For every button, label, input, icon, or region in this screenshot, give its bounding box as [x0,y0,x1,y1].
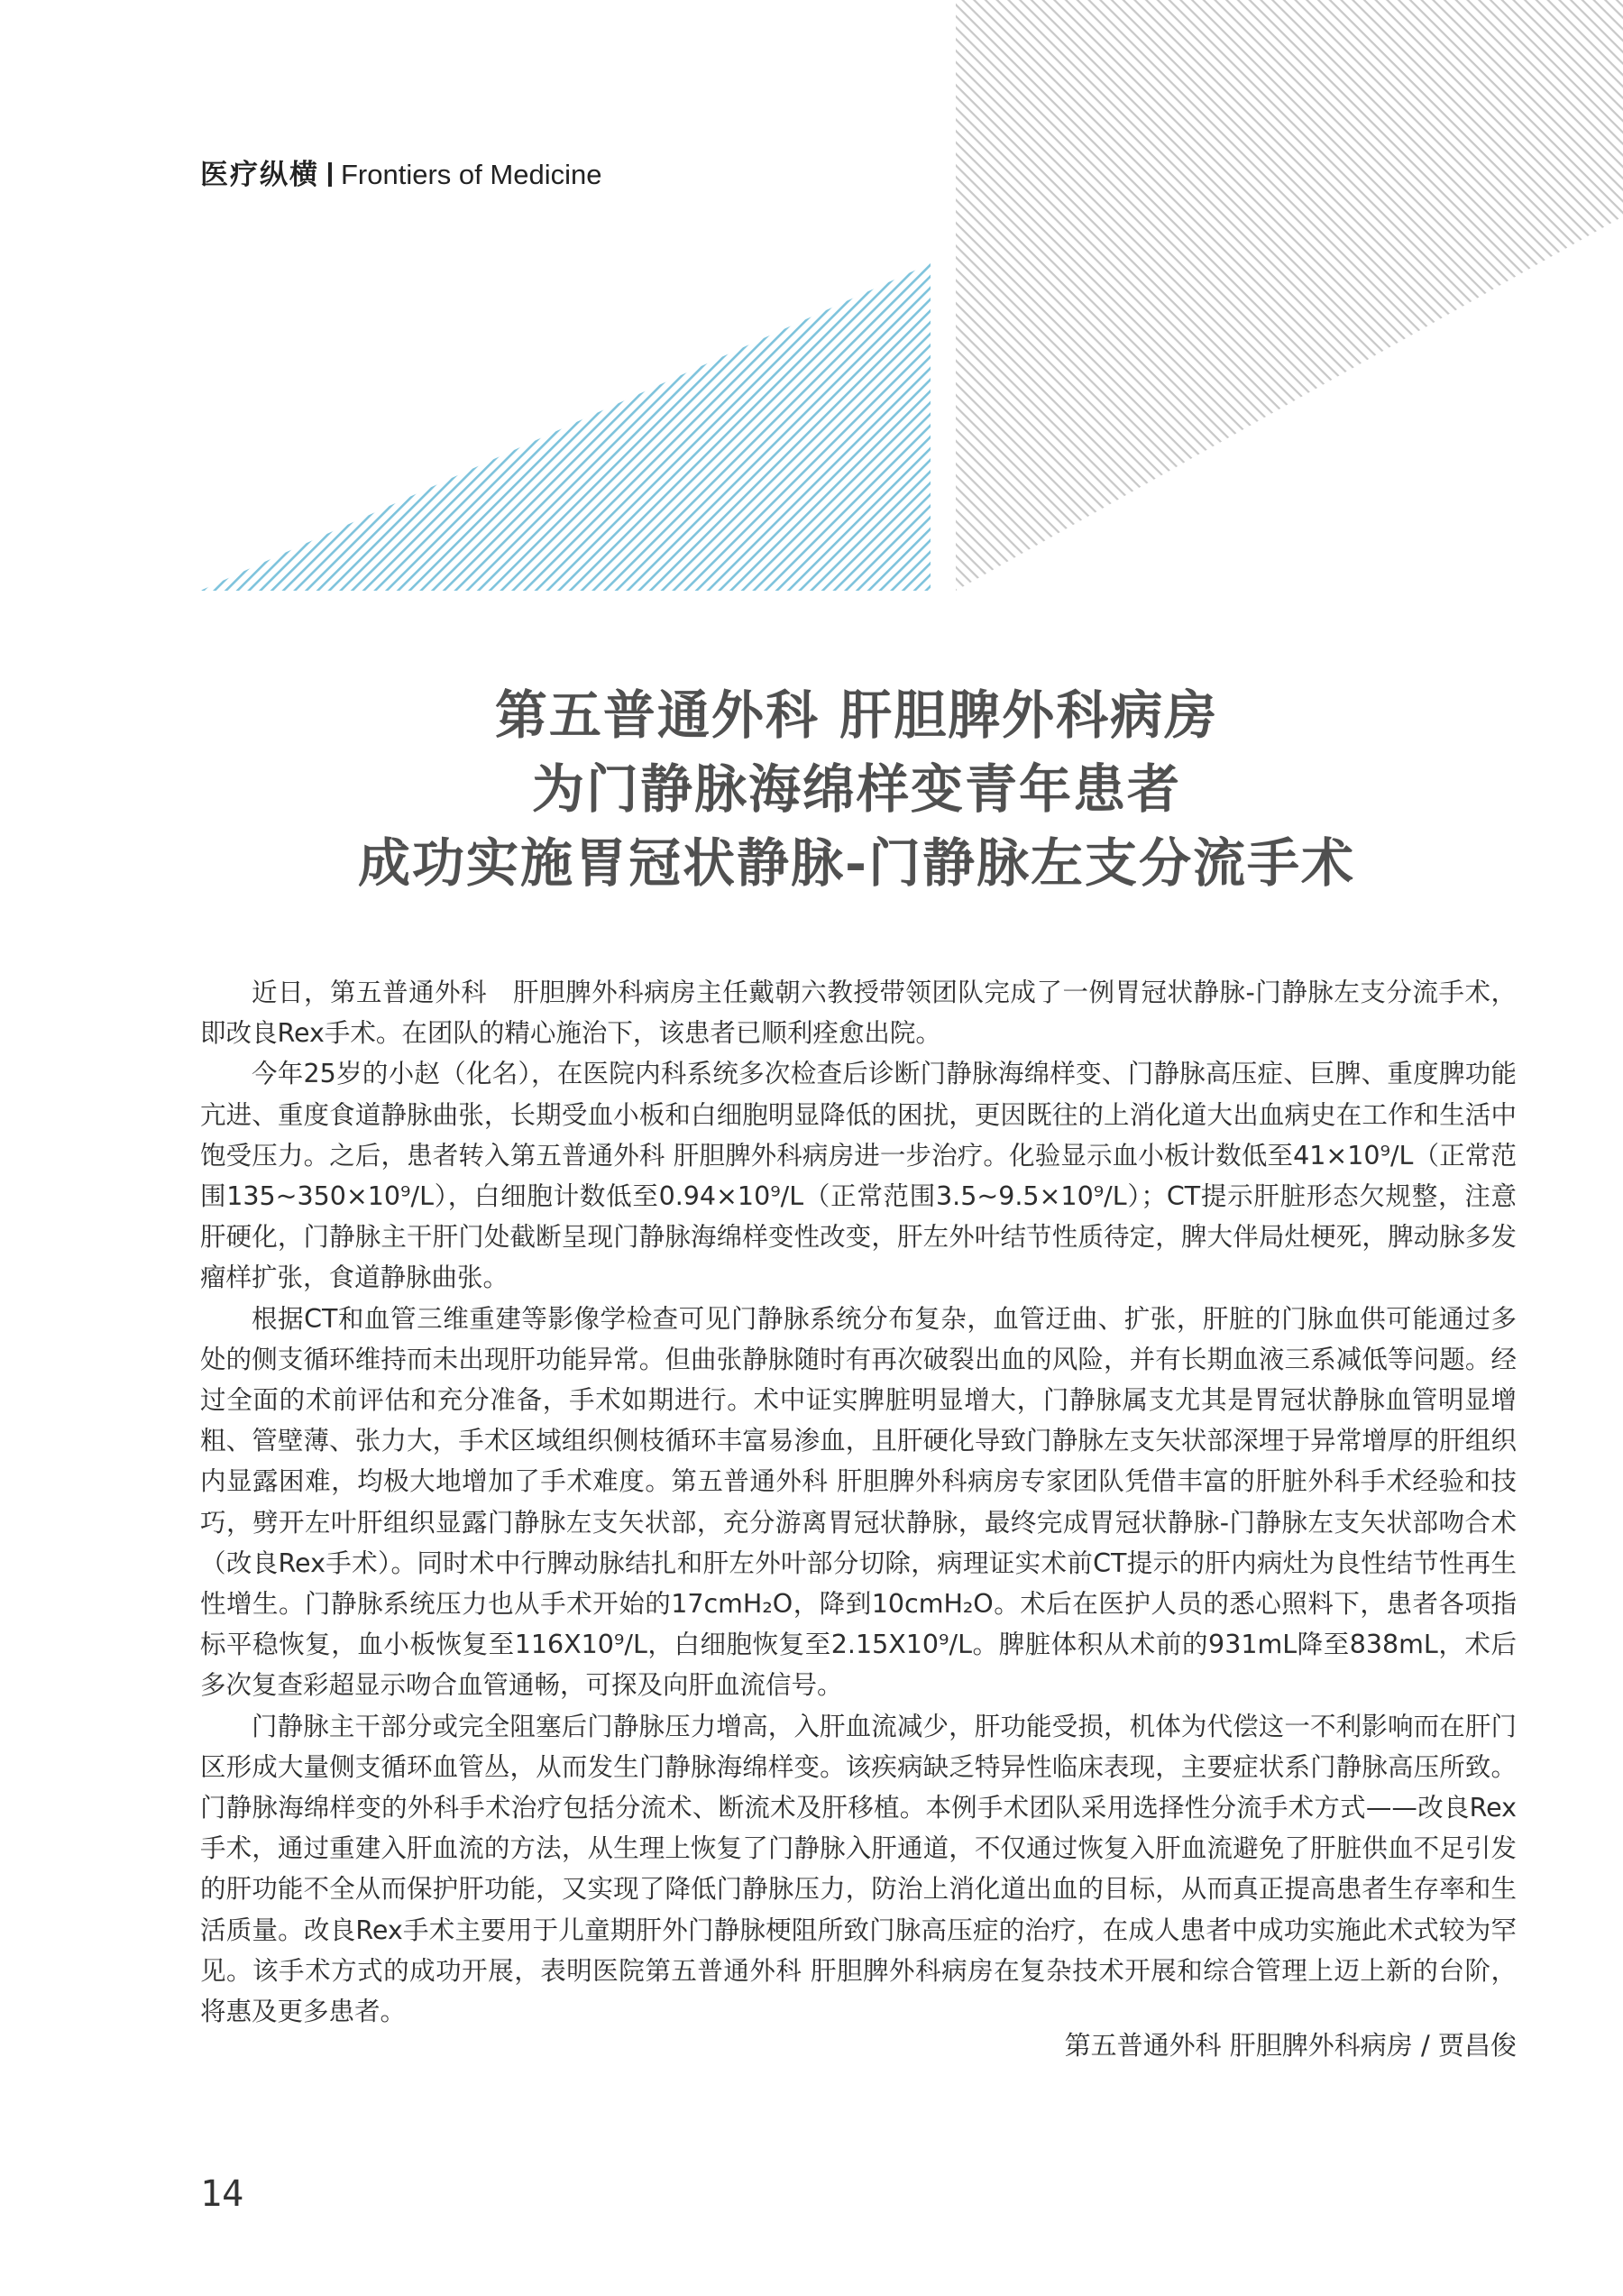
gray-striped-panel [956,0,1623,591]
body-paragraph: 根据CT和血管三维重建等影像学检查可见门静脉系统分布复杂，血管迂曲、扩张，肝脏的门脉血供可能通过多处的侧支循环维持而未出现肝功能异常。但曲张静脉随时有再次破裂出血的风险，并有长期血液三系减低等问题。经过全面的术前评估和充分准备，手术如期进行。术中证实脾脏明显增大，门静脉属支尤其是胃冠状静脉血管明显增粗、管壁薄、张力大，手术区域组织侧枝循环丰富易渗血，且肝硬化导致门静脉左支矢状部深埋于异常增厚的肝组织内显露困难，均极大地增加了手术难度。第五普通外科 肝胆脾外科病房专家团队凭借丰富的肝脏外科手术经验和技巧，劈开左叶肝组织显露门静脉左支矢状部，充分游离胃冠状静脉，最终完成胃冠状静脉-门静脉左支矢状部吻合术（改良Rex手术）。同时术中行脾动脉结扎和肝左外叶部分切除，病理证实术前CT提示的肝内病灶为良性结节性再生性增生。门静脉系统压力也从手术开始的17cmH₂O，降到10cmH₂O。术后在医护人员的悉心照料下，患者各项指标平稳恢复，血小板恢复至116X10⁹/L，白细胞恢复至2.15X10⁹/L。脾脏体积从术前的931mL降至838mL，术后多次复查彩超显示吻合血管通畅，可探及向肝血流信号。 [200,1303,1517,1701]
title-line: 成功实施胃冠状静脉-门静脉左支分流手术 [357,832,1356,894]
title-line: 为门静脉海绵样变青年患者 [531,758,1181,820]
article-body [200,972,1517,2032]
section-divider [328,162,332,187]
section-name-english: Frontiers of Medicine [341,159,602,190]
body-paragraph: 今年25岁的小赵（化名），在医院内科系统多次检查后诊断门静脉海绵样变、门静脉高压症、巨脾、重度脾功能亢进、重度食道静脉曲张，长期受血小板和白细胞明显降低的困扰，更因既往的上消化道大出血病史在工作和生活中饱受压力。之后，患者转入第五普通外科 肝胆脾外科病房进一步治疗。化验显示血小板计数低至41×10⁹/L（正常范围135~350×10⁹/L），白细胞计数低至0.94×10⁹/L（正常范围3.5~9.5×10⁹/L）；CT提示肝脏形态欠规整，注意肝硬化，门静脉主干肝门处截断呈现门静脉海绵样变性改变，肝左外叶结节性质待定，脾大伴局灶梗死，脾动脉多发瘤样扩张，食道静脉曲张。 [200,1059,1517,1293]
header-decoration [0,0,1623,595]
title-line: 第五普通外科 肝胆脾外科病房 [494,684,1219,746]
page-number: 14 [200,2173,244,2215]
section-label [200,152,601,192]
body-paragraph: 近日，第五普通外科 肝胆脾外科病房主任戴朝六教授带领团队完成了一例胃冠状静脉-门静脉左支分流手术，即改良Rex手术。在团队的精心施治下，该患者已顺利痊愈出院。 [200,978,1517,1049]
article-title [135,678,1578,900]
body-paragraph: 门静脉主干部分或完全阻塞后门静脉压力增高，入肝血流减少，肝功能受损，机体为代偿这一不利影响而在肝门区形成大量侧支循环血管丛，从而发生门静脉海绵样变。该疾病缺乏特异性临床表现，主要症状系门静脉高压所致。门静脉海绵样变的外科手术治疗包括分流术、断流术及肝移植。本例手术团队采用选择性分流手术方式——改良Rex手术，通过重建入肝血流的方法，从生理上恢复了门静脉入肝通道，不仅通过恢复入肝血流避免了肝脏供血不足引发的肝功能不全从而保护肝功能，又实现了降低门静脉压力，防治上消化道出血的目标，从而真正提高患者生存率和生活质量。改良Rex手术主要用于儿童期肝外门静脉梗阻所致门脉高压症的治疗，在成人患者中成功实施此术式较为罕见。该手术方式的成功开展，表明医院第五普通外科 肝胆脾外科病房在复杂技术开展和综合管理上迈上新的台阶，将惠及更多患者。 [200,1711,1517,2027]
author-byline: 第五普通外科 肝胆脾外科病房 / 贾昌俊 [1064,2030,1517,2061]
section-name-chinese: 医疗纵横 [200,159,319,191]
blue-striped-triangle [200,263,931,591]
